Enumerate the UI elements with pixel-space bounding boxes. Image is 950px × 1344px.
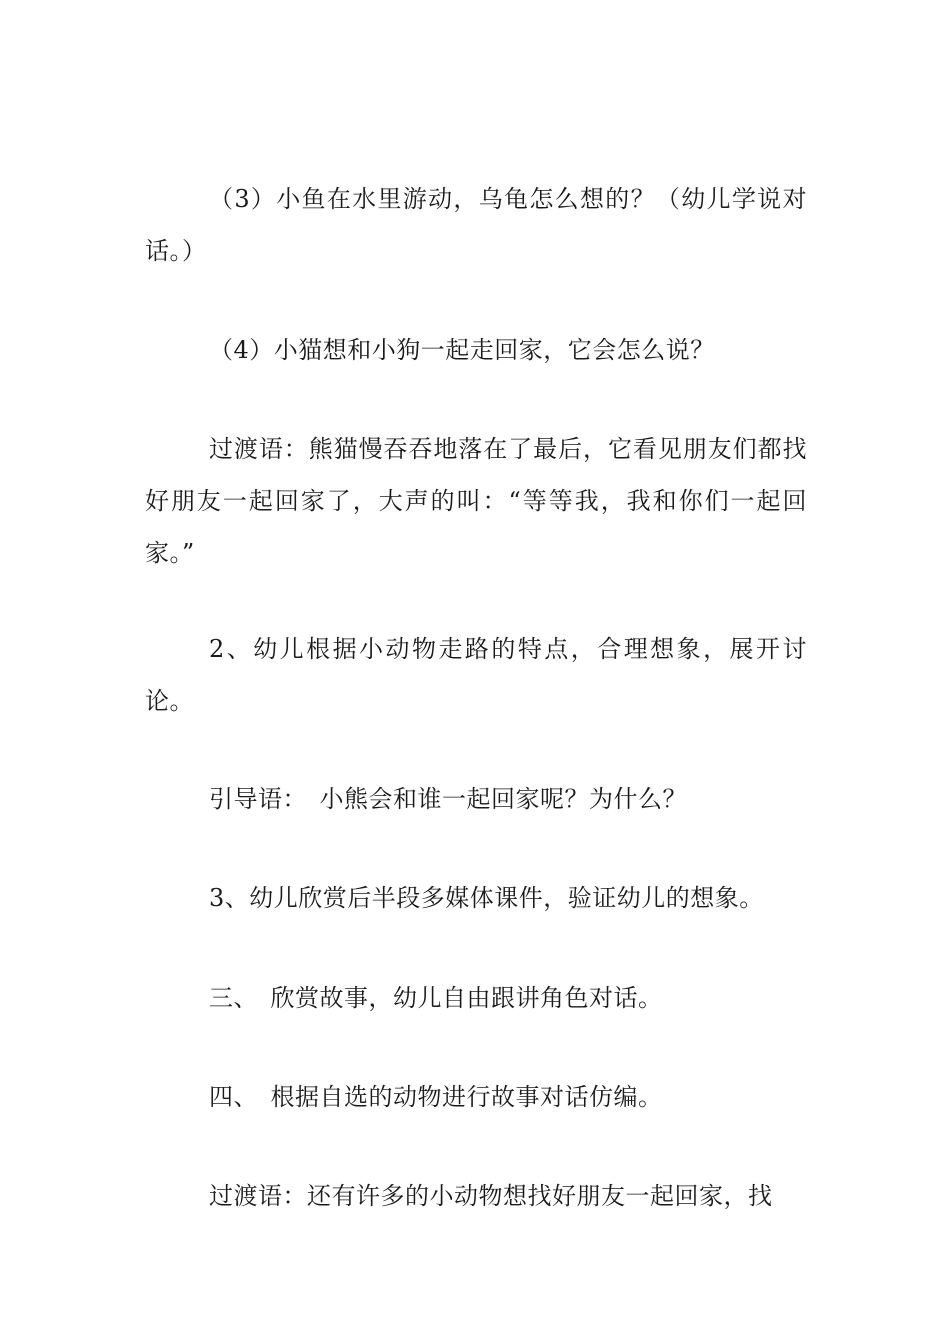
paragraph-8: 四、 根据自选的动物进行故事对话仿编。 — [209, 1083, 663, 1111]
paragraph-4: 2、幼儿根据小动物走路的特点，合理想象，展开讨论。 — [145, 635, 807, 715]
paragraph-1: （3）小鱼在水里游动，乌龟怎么想的？（幼儿学说对话。） — [145, 185, 807, 265]
paragraph-9: 过渡语：还有许多的小动物想找好朋友一起回家，找 — [209, 1182, 773, 1210]
paragraph-7: 三、 欣赏故事，幼儿自由跟讲角色对话。 — [209, 984, 663, 1012]
paragraph-3: 过渡语：熊猫慢吞吞地落在了最后，它看见朋友们都找好朋友一起回家了，大声的叫：“等等我，我和你们一起回家。” — [145, 435, 807, 567]
paragraph-2: （4）小猫想和小狗一起走回家，它会怎么说？ — [209, 336, 715, 364]
paragraph-6: 3、幼儿欣赏后半段多媒体课件，验证幼儿的想象。 — [209, 884, 764, 912]
paragraph-5: 引导语： 小熊会和谁一起回家呢？为什么？ — [209, 785, 687, 813]
